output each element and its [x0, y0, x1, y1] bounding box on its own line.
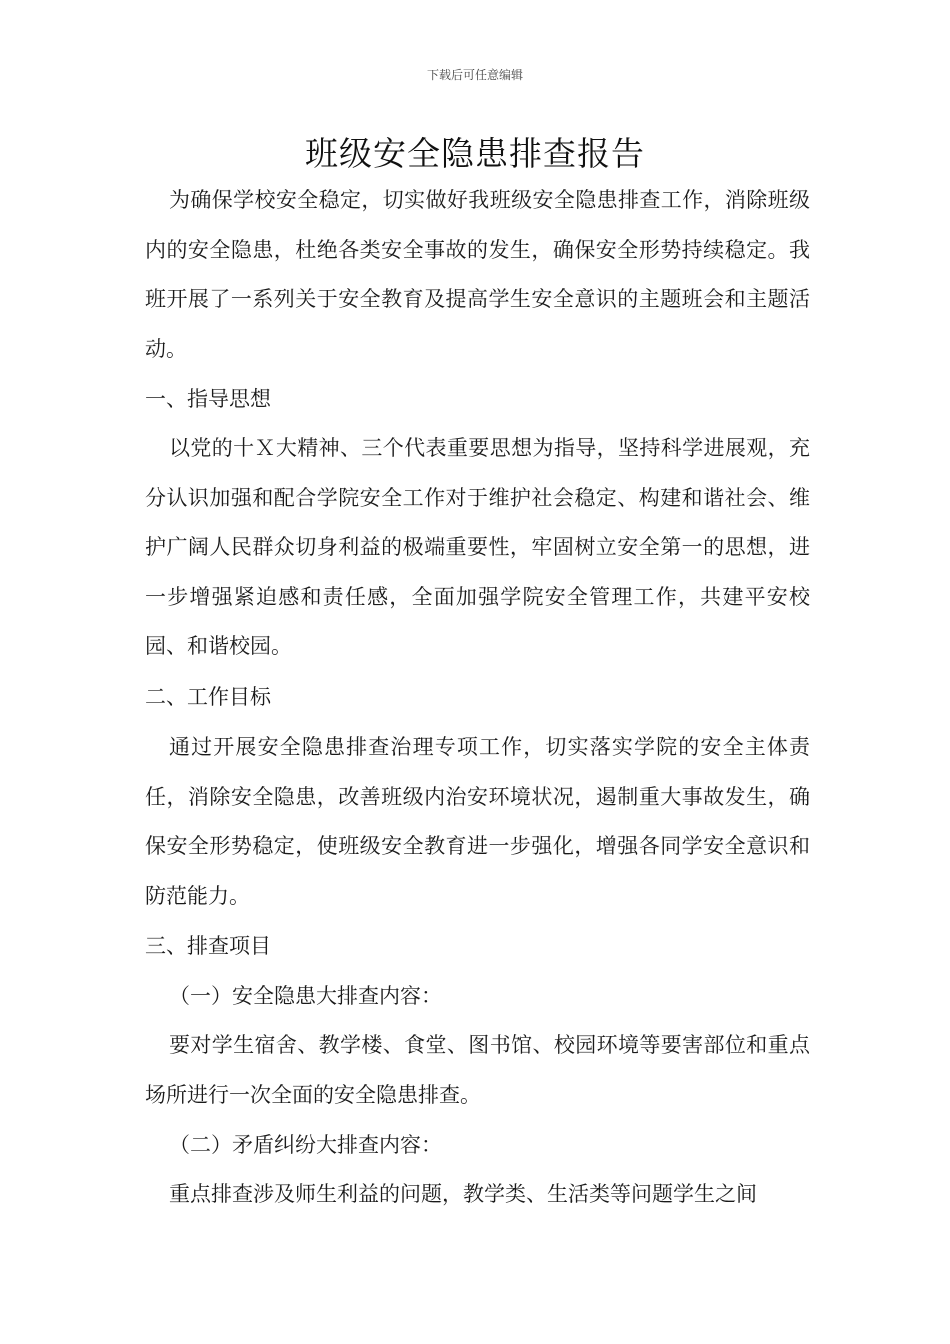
section1-heading: 一、指导思想 [145, 387, 271, 411]
intro-paragraph-block [145, 176, 810, 374]
section2-paragraph: 通过开展安全隐患排查治理专项工作，切实落实学院的安全主体责任，消除安全隐患，改善班级内治安环境状况，遏制重大事故发生，确保安全形势稳定，使班级安全教育进一步强化，增强各同学安全意识和防范能力。 [145, 735, 810, 908]
section2-heading: 二、工作目标 [145, 685, 271, 709]
sub1-paragraph: 要对学生宿舍、教学楼、食堂、图书馆、校园环境等要害部位和重点场所进行一次全面的安全隐患排查。 [145, 1033, 810, 1107]
header-watermark: 下载后可任意编辑 [426, 68, 523, 82]
section1-paragraph: 以党的十Ｘ大精神、三个代表重要思想为指导，坚持科学进展观，充分认识加强和配合学院安全工作对于维护社会稳定、构建和谐社会、维护广阔人民群众切身利益的极端重要性，牢固树立安全第一的思想，进一步增强紧迫感和责任感，全面加强学院安全管理工作，共建平安校园、和谐校园。 [145, 436, 810, 658]
document-title: 班级安全隐患排查报告 [305, 134, 645, 173]
intro-paragraph: 为确保学校安全稳定，切实做好我班级安全隐患排查工作，消除班级内的安全隐患，杜绝各类安全事故的发生，确保安全形势持续稳定。我班开展了一系列关于安全教育及提高学生安全意识的主题班会和主题活动。 [145, 188, 810, 361]
sub2-heading: （二）矛盾纠纷大排查内容： [169, 1133, 442, 1157]
section2-heading-block [145, 673, 810, 723]
section3-heading: 三、排查项目 [145, 934, 271, 958]
sub1-heading: （一）安全隐患大排查内容： [169, 984, 442, 1008]
section1-heading-block [145, 375, 810, 425]
sub2-body-block [145, 1170, 810, 1220]
sub1-heading-block [145, 972, 810, 1022]
section3-heading-block [145, 922, 810, 972]
sub1-body-block [145, 1021, 810, 1120]
sub2-paragraph: 重点排查涉及师生利益的问题，教学类、生活类等问题学生之间 [169, 1182, 757, 1206]
section2-body-block [145, 723, 810, 921]
section1-body-block [145, 424, 810, 672]
sub2-heading-block [145, 1121, 810, 1171]
